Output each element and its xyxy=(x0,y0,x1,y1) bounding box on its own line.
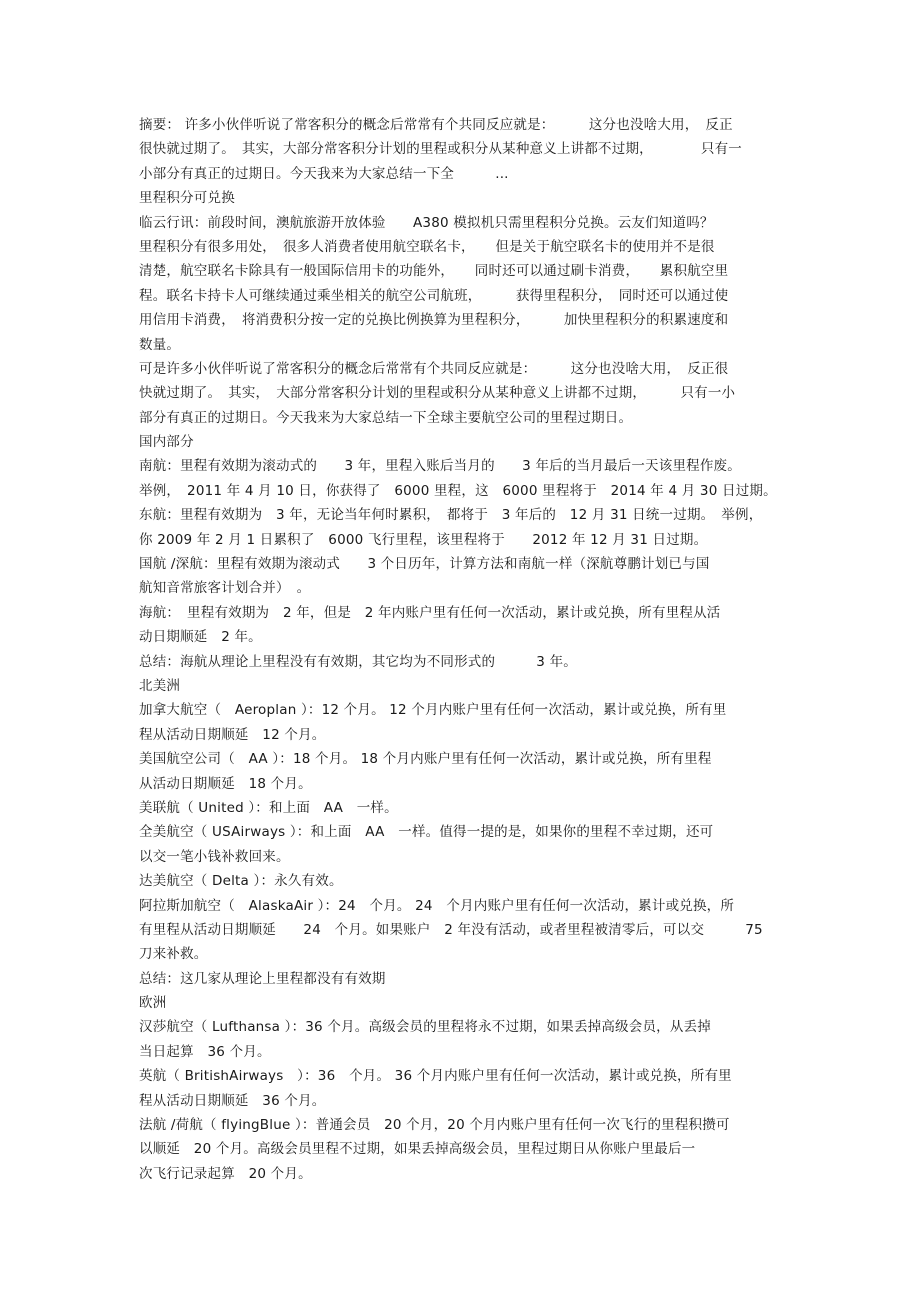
text-line: 阿拉斯加航空（ AlaskaAir ）：24 个月。 24 个月内账户里有任何一次活动，累计或兑换，所 xyxy=(139,897,735,914)
text-line: 航知音常旅客计划合并） 。 xyxy=(139,580,311,597)
section-heading-europe: 欧洲 xyxy=(139,995,167,1012)
text-line: 临云行讯：前段时间，澳航旅游开放体验 A380 模拟机只需里程积分兑换。云友们知道吗？ xyxy=(139,214,714,231)
text-line: 汉莎航空（ Lufthansa ）：36 个月。高级会员的里程将永不过期，如果丢掉高级会员，从丢掉 xyxy=(139,1019,711,1036)
text-line: 摘要： 许多小伙伴听说了常客积分的概念后常常有个共同反应就是： 这分也没啥大用， 反正 xyxy=(139,117,733,133)
text-line: 快就过期了。 其实， 大部分常客积分计划的里程或积分从某种意义上讲都不过期， 只有一小 xyxy=(139,385,736,402)
text-line: 用信用卡消费， 将消费积分按一定的兑换比例换算为里程积分， 加快里程积分的积累速度和 xyxy=(139,312,729,329)
text-line: 数量。 xyxy=(139,336,181,353)
text-line: 刀来补救。 xyxy=(139,946,208,963)
text-line: 程从活动日期顺延 12 个月。 xyxy=(139,726,326,743)
text-line: 海航： 里程有效期为 2 年，但是 2 年内账户里有任何一次活动，累计或兑换，所有里程从活 xyxy=(139,604,721,621)
text-line: 以交一笔小钱补救回来。 xyxy=(139,848,290,865)
text-line: 程从活动日期顺延 36 个月。 xyxy=(139,1092,326,1109)
text-line: 东航：里程有效期为 3 年，无论当年何时累积， 都将于 3 年后的 12 月 31 日统一过期。 举例， xyxy=(139,507,763,524)
text-line: 清楚，航空联名卡除具有一般国际信用卡的功能外， 同时还可以通过刷卡消费， 累积航空里 xyxy=(139,263,729,280)
text-line: 美国航空公司（ AA ）：18 个月。 18 个月内账户里有任何一次活动，累计或兑换，所有里程 xyxy=(139,751,712,768)
text-line: 程。联名卡持卡人可继续通过乘坐相关的航空公司航班， 获得里程积分， 同时还可以通过使 xyxy=(139,287,729,304)
text-line: 南航：里程有效期为滚动式的 3 年，里程入账后当月的 3 年后的当月最后一天该里程作废。 xyxy=(139,458,741,475)
document-body xyxy=(139,113,784,1186)
text-line: 有里程从活动日期顺延 24 个月。如果账户 2 年没有活动，或者里程被清零后，可以交 75 xyxy=(139,921,763,938)
text-line: 国航 /深航：里程有效期为滚动式 3 个日历年，计算方法和南航一样（深航尊鹏计划已与国 xyxy=(139,556,710,573)
text-line: 你 2009 年 2 月 1 日累积了 6000 飞行里程，该里程将于 2012 年 12 月 31 日过期。 xyxy=(139,531,708,548)
section-heading-redeem: 里程积分可兑换 xyxy=(139,190,235,207)
text-line: 法航 /荷航（ flyingBlue ）：普通会员 20 个月，20 个月内账户里有任何一次飞行的里程积攒可 xyxy=(139,1117,730,1134)
text-line: 总结：这几家从理论上里程都没有有效期 xyxy=(139,970,386,987)
text-line: 动日期顺延 2 年。 xyxy=(139,629,262,646)
text-line: 举例， 2011 年 4 月 10 日，你获得了 6000 里程，这 6000 里程将于 2014 年 4 月 30 日过期。 xyxy=(139,482,777,499)
text-line: 达美航空（ Delta ）：永久有效。 xyxy=(139,873,343,890)
text-line: 从活动日期顺延 18 个月。 xyxy=(139,775,312,792)
text-line: 总结：海航从理论上里程没有有效期，其它均为不同形式的 3 年。 xyxy=(139,653,577,670)
text-line: 加拿大航空（ Aeroplan ）：12 个月。 12 个月内账户里有任何一次活动，累计或兑换，所有里 xyxy=(139,702,727,719)
text-line: 英航（ BritishAirways ）：36 个月。 36 个月内账户里有任何一次活动，累计或兑换，所有里 xyxy=(139,1068,732,1085)
section-heading-domestic: 国内部分 xyxy=(139,434,194,451)
text-line: 当日起算 36 个月。 xyxy=(139,1043,271,1060)
text-line: 里程积分有很多用处， 很多人消费者使用航空联名卡， 但是关于航空联名卡的使用并不是很 xyxy=(139,238,715,255)
text-line: 美联航（ United ）：和上面 AA 一样。 xyxy=(139,799,398,816)
text-line: 部分有真正的过期日。今天我来为大家总结一下全球主要航空公司的里程过期日。 xyxy=(139,409,633,426)
text-line: 以顺延 20 个月。高级会员里程不过期，如果丢掉高级会员，里程过期日从你账户里最后一 xyxy=(139,1141,696,1158)
section-heading-north-america: 北美洲 xyxy=(139,677,181,694)
text-line: 次飞行记录起算 20 个月。 xyxy=(139,1165,312,1182)
text-line: 很快就过期了。 其实，大部分常客积分计划的里程或积分从某种意义上讲都不过期， 只有一 xyxy=(139,141,742,158)
text-line: 全美航空（ USAirways ）：和上面 AA 一样。值得一提的是，如果你的里程不幸过期，还可 xyxy=(139,824,714,841)
text-line: 可是许多小伙伴听说了常客积分的概念后常常有个共同反应就是： 这分也没啥大用， 反正很 xyxy=(139,360,729,377)
text-line: 小部分有真正的过期日。今天我来为大家总结一下全 ... xyxy=(139,165,509,182)
